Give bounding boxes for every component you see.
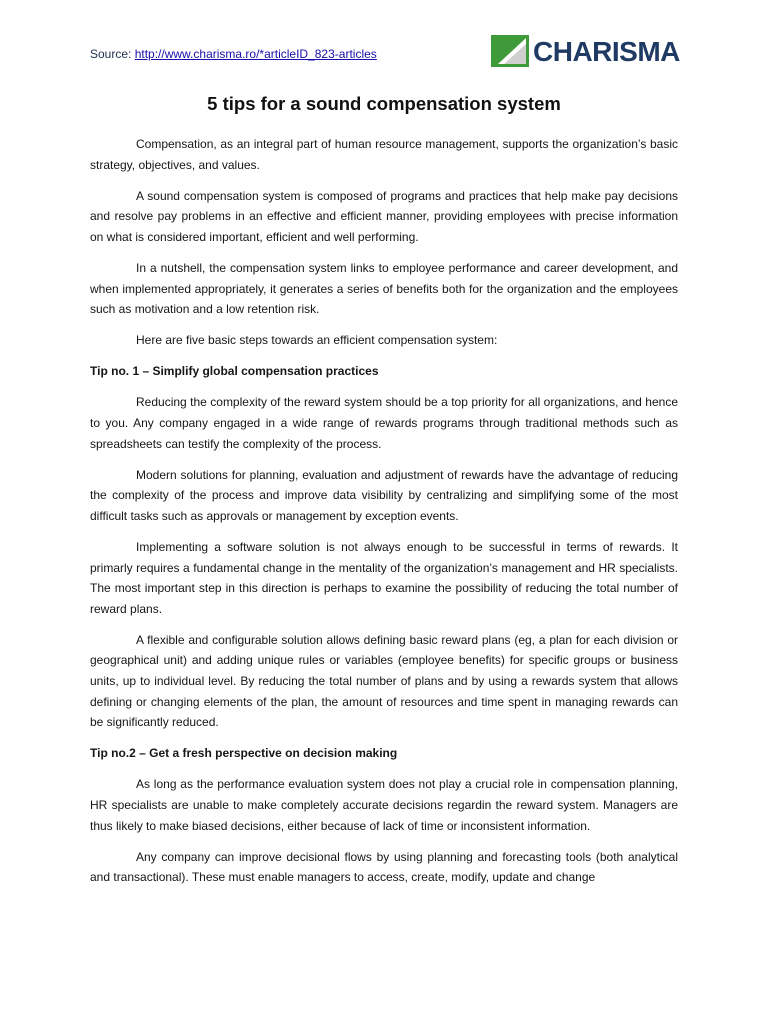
tip1-paragraph: Reducing the complexity of the reward system should be a top priority for all organizations, and hence to you. Any company engaged in a wide range of rewards programs through traditional methods such as spreadsheets can testify the complexity of the process. [90, 395, 678, 451]
tip2-paragraph: Any company can improve decisional flows by using planning and forecasting tools (both analytical and transactional). These must enable managers to access, create, modify, update and change [90, 849, 678, 885]
intro-paragraph: A sound compensation system is composed of programs and practices that help make pay decisions and resolve pay problems in an effective and efficient manner, providing employees with precise information on what is considered important, efficient and well performing. [90, 188, 678, 244]
source-label: Source: [90, 47, 132, 61]
logo-mark-icon [490, 34, 530, 68]
tip1-heading: Tip no. 1 – Simplify global compensation practices [90, 364, 379, 379]
page-header [90, 34, 688, 74]
intro-paragraph: In a nutshell, the compensation system links to employee performance and career development, and when implemented appropriately, it generates a series of benefits both for the organization and the employees such as motivation and a low retention risk. [90, 260, 678, 317]
intro-paragraph: Compensation, as an integral part of human resource management, supports the organization’s basic strategy, objectives, and values. [90, 137, 678, 172]
intro-paragraph: Here are five basic steps towards an efficient compensation system: [136, 333, 498, 348]
tip1-paragraph: Modern solutions for planning, evaluation and adjustment of rewards have the advantage of reducing the complexity of the process and improve data visibility by centralizing and simplifying some of the most difficult tasks such as approvals or management by exception events. [90, 467, 678, 523]
source-link[interactable]: http://www.charisma.ro/*articleID_823-articles [134, 47, 377, 61]
charisma-logo [490, 34, 688, 68]
tip1-paragraph: A flexible and configurable solution allows defining basic reward plans (eg, a plan for each division or geographical unit) and adding unique rules or variables (employee benefits) for specific groups or business units, up to individual level. By reducing the total number of plans and by using a rewards system that allows defining or changing elements of the plan, the amount of resources and time spent in managing rewards can be significantly reduced. [90, 632, 678, 730]
tip2-paragraph: As long as the performance evaluation system does not play a crucial role in compensation planning, HR specialists are unable to make completely accurate decisions regardin the reward system. Managers are thus likely to make biased decisions, either because of lack of time or inconsistent information. [90, 777, 678, 833]
source-line [90, 46, 377, 62]
logo-text: CHARISMA [533, 36, 680, 67]
page-title: 5 tips for a sound compensation system [207, 93, 561, 114]
tip2-heading: Tip no.2 – Get a fresh perspective on decision making [90, 746, 398, 761]
article-body [90, 134, 678, 888]
tip1-paragraph: Implementing a software solution is not always enough to be successful in terms of rewards. It primarly requires a fundamental change in the mentality of the organization’s management and HR specialists. The most important step in this direction is perhaps to examine the possibility of reducing the total number of reward plans. [90, 540, 678, 616]
